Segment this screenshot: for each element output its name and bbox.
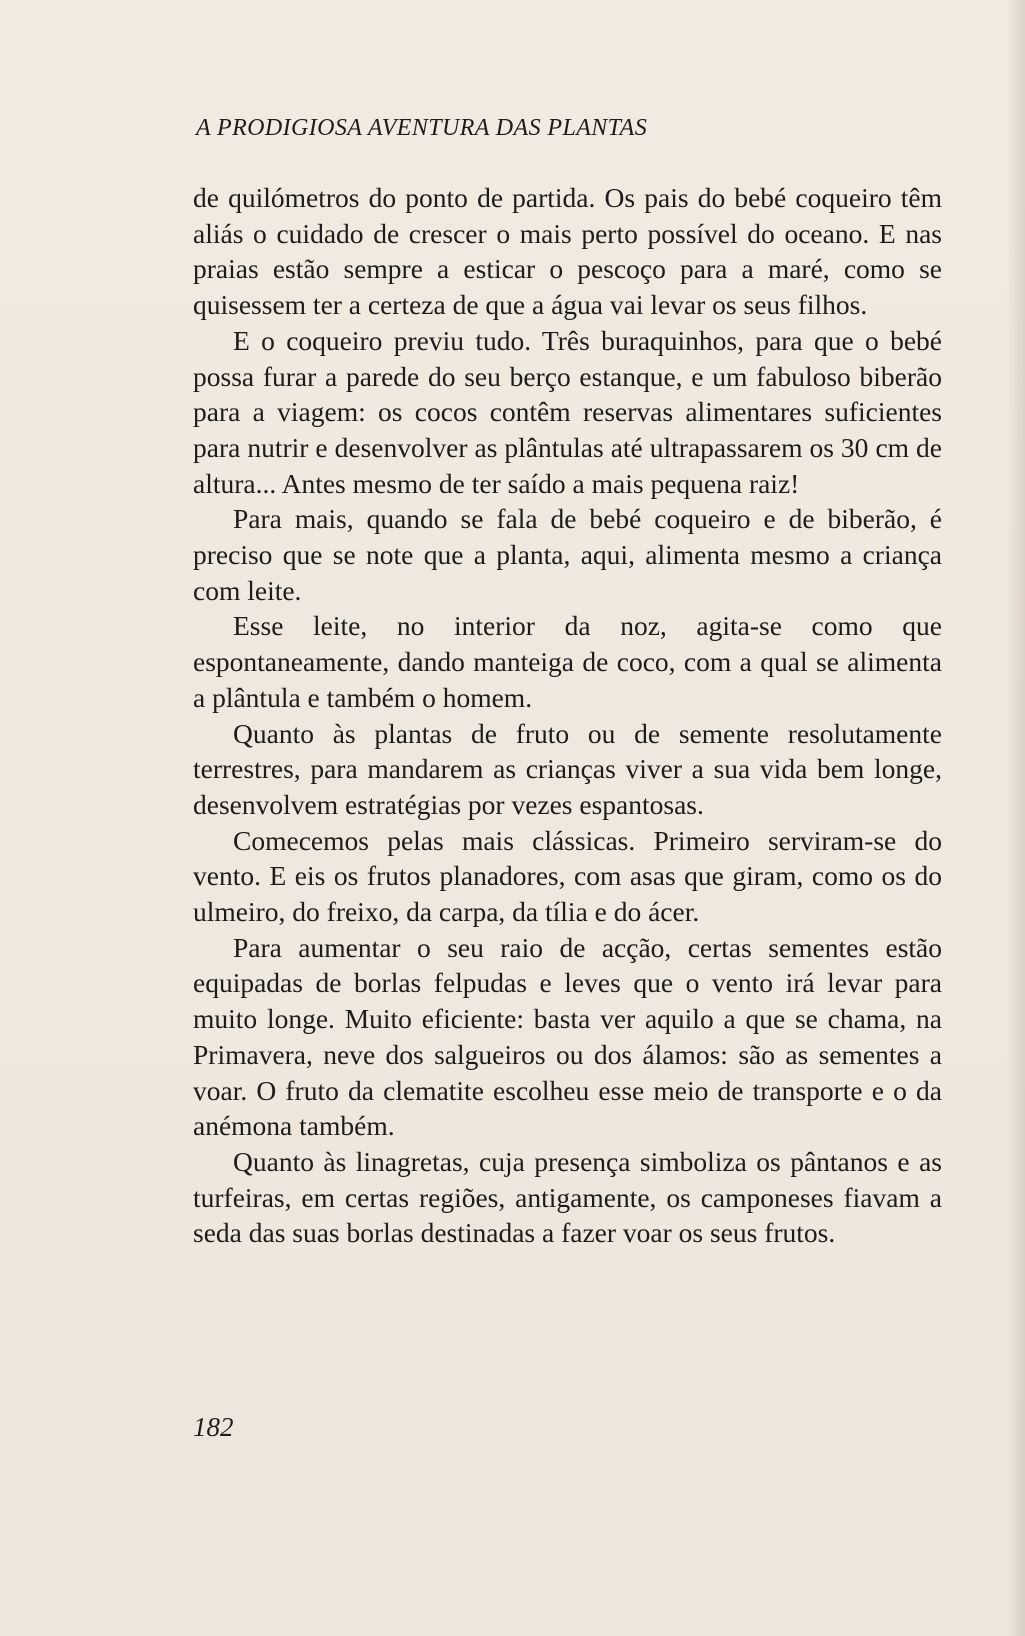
- running-head: A PRODIGIOSA AVENTURA DAS PLANTAS: [196, 115, 648, 141]
- paragraph: Comecemos pelas mais clássicas. Primeiro serviram-se do vento. E eis os frutos planadores, com asas que giram, como os do ulmeiro, do freixo, da carpa, da tília e do ácer.: [193, 824, 942, 928]
- page-edge-shadow: [1007, 0, 1025, 1636]
- page-number: 182: [193, 1412, 234, 1442]
- body-text: [193, 180, 942, 1251]
- paragraph: Quanto às plantas de fruto ou de semente resolutamente terrestres, para mandarem as crianças viver a sua vida bem longe, desenvolvem estratégias por vezes espantosas.: [193, 717, 942, 820]
- paragraph: E o coqueiro previu tudo. Três buraquinhos, para que o bebé possa furar a parede do seu berço estanque, e um fabuloso biberão para a viagem: os cocos contêm reservas alimentares suficientes para nutrir e desenvolver as plântulas até ultrapassarem os 30 cm de altura... Antes mesmo de ter saído a mais pequena raiz!: [193, 324, 942, 499]
- paragraph: Esse leite, no interior da noz, agita-se como que espontaneamente, dando manteiga de coco, com a qual se alimenta a plântula e também o homem.: [193, 610, 942, 713]
- paragraph: Para aumentar o seu raio de acção, certas sementes estão equipadas de borlas felpudas e leves que o vento irá levar para muito longe. Muito eficiente: basta ver aquilo a que se chama, na Primavera, neve dos salgueiros ou dos álamos: são as sementes a voar. O fruto da clematite escolheu esse meio de transporte e o da anémona também.: [193, 931, 942, 1142]
- paragraph: Para mais, quando se fala de bebé coqueiro e de biberão, é preciso que se note que a planta, aqui, alimenta mesmo a criança com leite.: [193, 503, 942, 606]
- paragraph: Quanto às linagretas, cuja presença simboliza os pântanos e as turfeiras, em certas regiões, antigamente, os camponeses fiavam a seda das suas borlas destinadas a fazer voar os seus frutos.: [193, 1145, 942, 1249]
- paragraph: de quilómetros do ponto de partida. Os pais do bebé coqueiro têm aliás o cuidado de crescer o mais perto possível do oceano. E nas praias estão sempre a esticar o pescoço para a maré, como se quisessem ter a certeza de que a água vai levar os seus filhos.: [193, 182, 942, 321]
